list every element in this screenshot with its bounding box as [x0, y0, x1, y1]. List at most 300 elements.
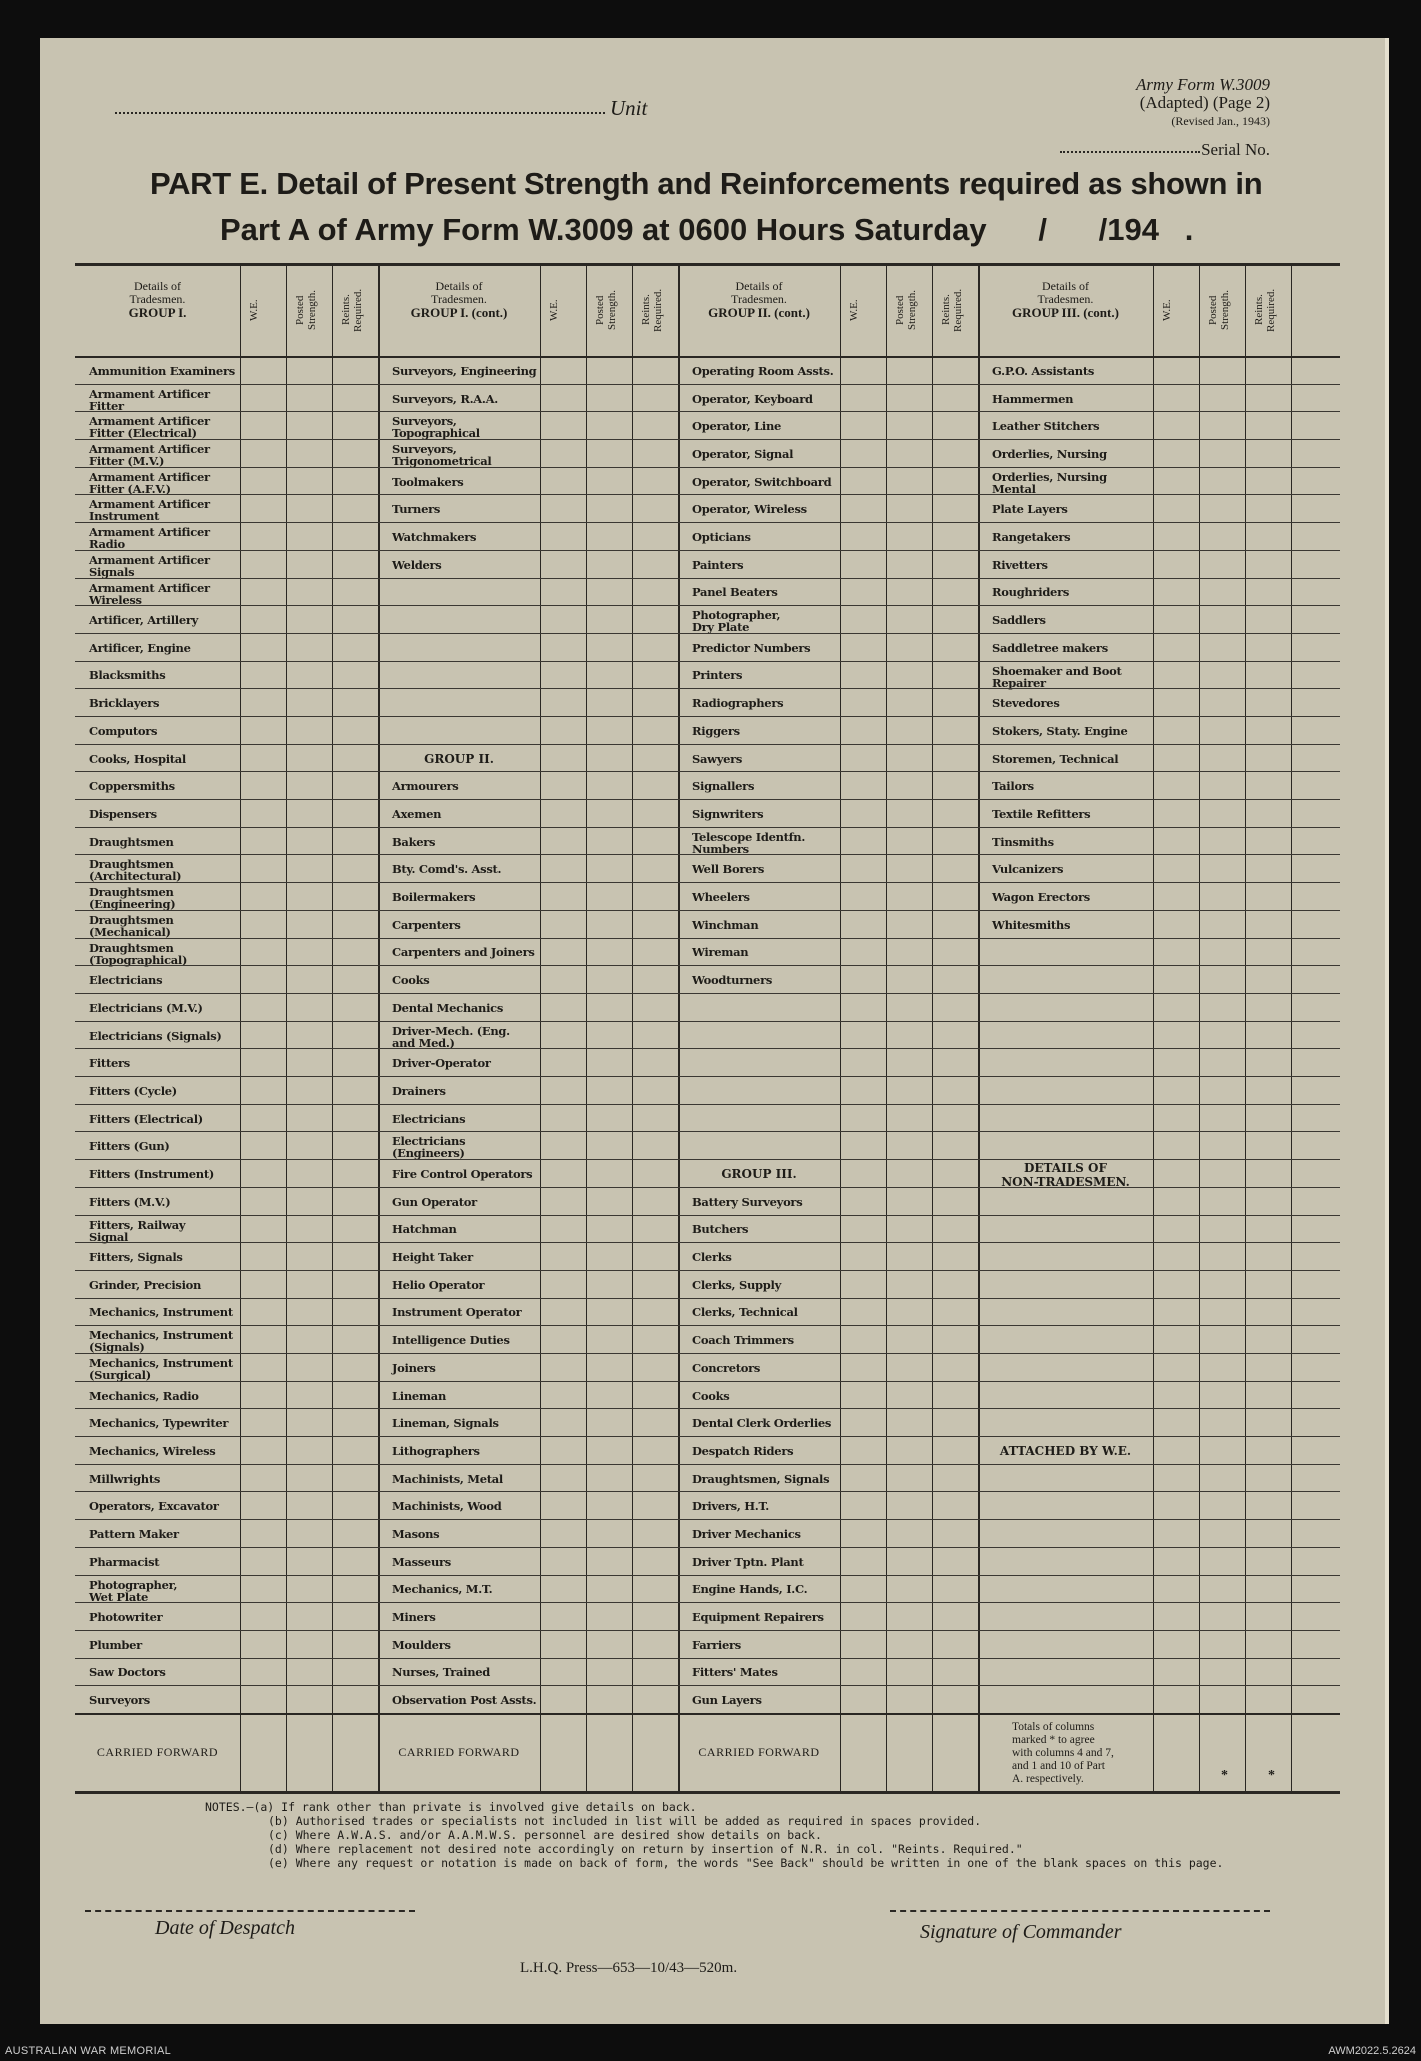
trade-label	[89, 1357, 238, 1381]
trade-label: Artificer, Artillery	[89, 613, 198, 628]
trade-label: Armourers	[392, 779, 459, 794]
trade-label: Intelligence Duties	[392, 1333, 510, 1348]
carried-forward-label: CARRIED FORWARD	[698, 1745, 820, 1759]
row-rule	[75, 1215, 1340, 1216]
trade-label: Gun Operator	[392, 1194, 477, 1209]
block-header	[378, 280, 540, 319]
trade-label: Bty. Comd's. Asst.	[392, 862, 502, 877]
trade-label: Stevedores	[992, 696, 1060, 711]
we-column-header: W.E.	[548, 299, 560, 321]
row-rule	[75, 1353, 1340, 1354]
notes	[205, 1800, 1223, 1870]
trade-label: Height Taker	[392, 1250, 473, 1265]
commander-signature-line[interactable]	[890, 1910, 1270, 1912]
trade-label: Draughtsmen	[89, 834, 174, 849]
carried-forward-label: CARRIED FORWARD	[398, 1745, 520, 1759]
unit-label: Unit	[610, 96, 648, 120]
trade-label: Millwrights	[89, 1471, 161, 1486]
trade-label: Cooks, Hospital	[89, 751, 186, 766]
trade-label-line: Driver-Mech. (Eng.	[392, 1023, 510, 1038]
row-rule	[75, 1713, 1340, 1715]
trade-label: Equipment Repairers	[692, 1610, 824, 1625]
trade-label	[89, 443, 238, 467]
trade-label: Operator, Line	[692, 419, 782, 434]
trade-label: Mechanics, Wireless	[89, 1443, 216, 1458]
trade-label-line: Armament Artificer	[89, 442, 210, 457]
strength-table	[75, 263, 1340, 1794]
trade-label-line: Draughtsmen	[89, 885, 174, 900]
trade-label-line: (Engineering)	[89, 897, 176, 912]
trade-label: Electricians (M.V.)	[89, 1000, 203, 1015]
trade-label: Computors	[89, 723, 158, 738]
totals-note-line: with columns 4 and 7,	[1012, 1747, 1114, 1759]
trade-label: Driver Mechanics	[692, 1526, 801, 1541]
trade-label: Photowriter	[89, 1610, 163, 1625]
trade-label: Storemen, Technical	[992, 751, 1119, 766]
row-rule	[75, 993, 1340, 994]
trade-label-line: Photographer,	[89, 1577, 178, 1592]
row-rule	[75, 965, 1340, 966]
trade-label: Operating Room Assts.	[692, 363, 834, 378]
posted-strength-column-header: Posted Strength.	[294, 289, 318, 331]
trade-label: Joiners	[392, 1360, 436, 1375]
trade-label: Woodturners	[692, 973, 773, 988]
row-rule	[75, 1436, 1340, 1437]
trade-label	[89, 942, 238, 966]
trade-label: Miners	[392, 1610, 436, 1625]
trade-label: Nurses, Trained	[392, 1665, 491, 1680]
press-imprint: L.H.Q. Press—653—10/43—520m.	[520, 1960, 738, 1976]
trade-label: Coppersmiths	[89, 779, 175, 794]
row-rule	[75, 605, 1340, 606]
group-ii-heading-line: GROUP II.	[424, 751, 494, 766]
trade-label-line: Electricians	[392, 1134, 466, 1149]
trade-label: Hatchman	[392, 1222, 457, 1237]
unit-field-line[interactable]	[115, 112, 605, 114]
trade-label: Riggers	[692, 723, 740, 738]
form-ref-revised: (Revised Jan., 1943)	[1171, 114, 1270, 128]
trade-label	[89, 858, 238, 882]
trade-label: Printers	[692, 668, 743, 683]
trade-label: Operators, Excavator	[89, 1499, 219, 1514]
posted-strength-column-header: Posted Strength.	[894, 289, 918, 331]
trade-label: Signallers	[692, 779, 755, 794]
row-rule	[75, 494, 1340, 495]
trade-label-line: Signal	[89, 1229, 129, 1244]
trade-label: Artificer, Engine	[89, 640, 191, 655]
trade-label: Gun Layers	[692, 1693, 762, 1708]
note-d: (d) Where replacement not desired note accordingly on return by insertion of N.R. in col. "Reints. Required."	[268, 1842, 1023, 1856]
trade-label-line: Orderlies, Nursing	[992, 469, 1107, 484]
trade-label-line: Photographer,	[692, 608, 781, 623]
block-header	[978, 280, 1153, 319]
trade-label: Leather Stitchers	[992, 419, 1100, 434]
trade-label: Whitesmiths	[992, 917, 1071, 932]
totals-note-line: marked * to agree	[1012, 1734, 1095, 1746]
row-rule	[75, 1021, 1340, 1022]
trade-label-line: (Surgical)	[89, 1367, 151, 1382]
trade-label: Mechanics, Radio	[89, 1388, 199, 1403]
non-tradesmen-heading	[978, 1161, 1153, 1189]
note-b: (b) Authorised trades or specialists not included in list will be added as required in spaces provided.	[268, 1814, 982, 1828]
trade-label: Fire Control Operators	[392, 1166, 533, 1181]
totals-note-line: and 1 and 10 of Part	[1012, 1760, 1105, 1772]
trade-label: Lithographers	[392, 1443, 480, 1458]
trade-label-line: Surveyors,	[392, 414, 457, 429]
row-rule	[75, 1104, 1340, 1105]
reints-required-column-header: Reints. Required.	[640, 288, 664, 332]
trade-label-line: Trigonometrical	[392, 454, 492, 469]
block-header-line1: Details of	[134, 279, 181, 293]
block-group-title: GROUP I.	[128, 305, 187, 320]
asterisk-marker: *	[1221, 1768, 1228, 1783]
trade-label: Tinsmiths	[992, 834, 1054, 849]
trade-label-line: Repairer	[992, 675, 1046, 690]
trade-label: Wireman	[692, 945, 749, 960]
trade-label: Driver-Operator	[392, 1056, 491, 1071]
trade-label-line: Telescope Identfn.	[692, 829, 806, 844]
date-despatch-label: Date of Despatch	[155, 1917, 295, 1939]
row-rule	[75, 799, 1340, 800]
archive-credit: AUSTRALIAN WAR MEMORIAL	[5, 2045, 172, 2057]
trade-label	[692, 831, 838, 855]
row-rule	[75, 1602, 1340, 1603]
trade-label: Well Borers	[692, 862, 765, 877]
row-rule	[75, 1270, 1340, 1271]
row-rule	[75, 1325, 1340, 1326]
block-group-title: GROUP I. (cont.)	[410, 305, 508, 320]
trade-label: Drainers	[392, 1083, 446, 1098]
trade-label: Mechanics, M.T.	[392, 1582, 493, 1597]
trade-label-line: Signals	[89, 564, 135, 579]
row-rule	[75, 771, 1340, 772]
trade-label: Bakers	[392, 834, 436, 849]
trade-label: Dental Clerk Orderlies	[692, 1416, 832, 1431]
row-rule	[75, 1685, 1340, 1686]
trade-label: Blacksmiths	[89, 668, 166, 683]
trade-label-line: Dry Plate	[692, 620, 750, 635]
trade-label: Wagon Erectors	[992, 890, 1090, 905]
trade-label: Wheelers	[692, 890, 750, 905]
trade-label-line: (Signals)	[89, 1340, 145, 1355]
trade-label: Hammermen	[992, 391, 1074, 406]
trade-label	[89, 1579, 238, 1603]
trade-label-line: Armament Artificer	[89, 497, 210, 512]
row-rule	[75, 522, 1340, 523]
trade-label-line: (Mechanical)	[89, 924, 171, 939]
trade-label-line: (Engineers)	[392, 1146, 465, 1161]
form-ref-adapted: (Adapted) (Page 2)	[1139, 93, 1270, 112]
note-a: NOTES.—(a) If rank other than private is involved give details on back.	[205, 1800, 697, 1814]
trade-label-line: Fitter	[89, 398, 124, 413]
row-rule	[75, 411, 1340, 412]
trade-label: Radiographers	[692, 696, 784, 711]
row-rule	[75, 1076, 1340, 1077]
trade-label: Fitters (Instrument)	[89, 1166, 214, 1181]
trade-label	[89, 526, 238, 550]
trade-label: Vulcanizers	[992, 862, 1064, 877]
trade-label: Operator, Wireless	[692, 502, 807, 517]
asterisk-marker: *	[1268, 1768, 1275, 1783]
trade-label: Machinists, Metal	[392, 1471, 503, 1486]
block-header	[75, 280, 240, 319]
trade-label: Watchmakers	[392, 530, 477, 544]
trade-label-line: Armament Artificer	[89, 552, 210, 567]
trade-label	[392, 1025, 538, 1049]
row-rule	[75, 1131, 1340, 1132]
trade-label: Driver Tptn. Plant	[692, 1554, 804, 1569]
non-tradesmen-heading-line: DETAILS OF	[1023, 1161, 1107, 1176]
trade-label: Rivetters	[992, 557, 1048, 572]
totals-note-line: A. respectively.	[1012, 1773, 1084, 1785]
row-rule	[75, 910, 1340, 911]
trade-label: Draughtsmen, Signals	[692, 1471, 830, 1486]
reints-required-column-header: Reints. Required.	[940, 288, 964, 332]
trade-label: Drivers, H.T.	[692, 1499, 769, 1514]
row-rule	[75, 633, 1340, 634]
trade-label: Painters	[692, 557, 744, 572]
trade-label: Lineman	[392, 1388, 447, 1403]
trade-label: Carpenters	[392, 917, 461, 932]
block-header-line2: Tradesmen.	[431, 292, 487, 306]
group-iii-heading	[678, 1167, 840, 1181]
trade-label-line: Mechanics, Instrument	[89, 1355, 233, 1370]
row-rule	[75, 1547, 1340, 1548]
trade-label	[89, 415, 238, 439]
trade-label-line: (Topographical)	[89, 952, 188, 967]
trade-label: Panel Beaters	[692, 585, 778, 600]
block-header	[678, 280, 840, 319]
trade-label: Operator, Switchboard	[692, 474, 832, 489]
row-rule	[75, 384, 1340, 385]
trade-label	[392, 443, 538, 467]
block-group-title: GROUP II. (cont.)	[708, 305, 810, 320]
trade-label: Clerks	[692, 1250, 732, 1265]
trade-label: Fitters (Cycle)	[89, 1083, 177, 1098]
trade-label: Electricians (Signals)	[89, 1028, 222, 1043]
date-despatch-line[interactable]	[85, 1910, 415, 1912]
trade-label: Rangetakers	[992, 530, 1071, 544]
trade-label-line: and Med.)	[392, 1035, 455, 1050]
form-reference	[1030, 76, 1270, 130]
trade-label: Fitters' Mates	[692, 1665, 778, 1680]
trade-label	[89, 582, 238, 606]
trade-label: Bricklayers	[89, 696, 160, 711]
trade-label-line: Mechanics, Instrument	[89, 1328, 233, 1343]
block-header-line1: Details of	[735, 279, 783, 293]
trade-label-line: Fitter (M.V.)	[89, 454, 165, 469]
row-rule	[75, 550, 1340, 551]
trade-label	[89, 886, 238, 910]
trade-label: Plate Layers	[992, 502, 1068, 517]
form-ref-number: Army Form W.3009	[1136, 75, 1270, 94]
trade-label: Dispensers	[89, 806, 157, 821]
block-header-line2: Tradesmen.	[731, 292, 787, 306]
trade-label	[89, 914, 238, 938]
trade-label-line: Armament Artificer	[89, 386, 210, 401]
trade-label	[992, 471, 1151, 495]
totals-note-line: Totals of columns	[1012, 1721, 1095, 1733]
trade-label: Cooks	[392, 973, 430, 988]
trade-label: Coach Trimmers	[692, 1333, 794, 1348]
row-rule	[75, 1464, 1340, 1465]
trade-label: Lineman, Signals	[392, 1416, 499, 1431]
trade-label: Dental Mechanics	[392, 1000, 504, 1015]
row-rule	[75, 827, 1340, 828]
trade-label: Fitters, Signals	[89, 1250, 183, 1265]
trade-label: Roughriders	[992, 585, 1070, 600]
trade-label: Welders	[392, 557, 442, 572]
block-header-line1: Details of	[1042, 279, 1089, 293]
row-rule	[75, 854, 1340, 855]
trade-label-line: Numbers	[692, 841, 749, 856]
trade-label	[89, 1329, 238, 1353]
trade-label	[692, 609, 838, 633]
row-rule	[75, 1575, 1340, 1576]
trade-label: Winchman	[692, 917, 759, 932]
group-ii-heading	[378, 752, 540, 766]
trade-label: Axemen	[392, 806, 442, 821]
note-e: (e) Where any request or notation is made on back of form, the words "See Back" should be written in one of the blank spaces on this page.	[268, 1856, 1224, 1870]
reints-required-column-header: Reints. Required.	[340, 288, 364, 332]
trade-label-line: Draughtsmen	[89, 857, 174, 872]
block-group-title: GROUP III. (cont.)	[1012, 305, 1119, 320]
trade-label: G.P.O. Assistants	[992, 363, 1095, 378]
row-rule	[75, 1519, 1340, 1520]
trade-label: Engine Hands, I.C.	[692, 1582, 808, 1597]
trade-label	[89, 1219, 238, 1243]
trade-label: Toolmakers	[392, 474, 464, 489]
page-title-line-1: PART E. Detail of Present Strength and Reinforcements required as shown in	[150, 166, 1263, 201]
trade-label: Pattern Maker	[89, 1526, 179, 1541]
row-rule	[75, 1408, 1340, 1409]
trade-label: Masseurs	[392, 1554, 451, 1569]
totals-note	[1012, 1721, 1114, 1786]
trade-label: Carpenters and Joiners	[392, 945, 535, 960]
trade-label: Pharmacist	[89, 1554, 160, 1569]
trade-label: Predictor Numbers	[692, 640, 811, 655]
posted-strength-column-header: Posted Strength.	[1207, 289, 1231, 331]
trade-label: Clerks, Supply	[692, 1277, 781, 1292]
reints-required-column-header: Reints. Required.	[1253, 288, 1277, 332]
trade-label: Plumber	[89, 1637, 142, 1652]
group-iii-heading-line: GROUP III.	[721, 1166, 797, 1181]
row-rule	[75, 1159, 1340, 1160]
attached-by-we-heading: ATTACHED BY W.E.	[999, 1443, 1132, 1458]
trade-label	[89, 388, 238, 412]
trade-label: Masons	[392, 1526, 440, 1541]
trade-label-line: Armament Artificer	[89, 469, 210, 484]
trade-label: Sawyers	[692, 751, 743, 766]
row-rule	[75, 661, 1340, 662]
trade-label: Operator, Signal	[692, 446, 794, 461]
trade-label-line: Draughtsmen	[89, 912, 174, 927]
trade-label: Fitters (Gun)	[89, 1139, 170, 1154]
trade-label: Machinists, Wood	[392, 1499, 502, 1514]
carried-forward-label: CARRIED FORWARD	[96, 1745, 219, 1759]
trade-label: Concretors	[692, 1360, 761, 1375]
trade-label: Stokers, Staty. Engine	[992, 723, 1128, 738]
row-rule	[75, 1491, 1340, 1492]
archive-reference: AWM2022.5.2624	[1328, 2045, 1416, 2057]
trade-label: Helio Operator	[392, 1277, 485, 1292]
trade-label-line: Instrument	[89, 509, 160, 524]
trade-label	[992, 665, 1151, 689]
we-column-header: W.E.	[848, 299, 860, 321]
trade-label-line: Topographical	[392, 426, 480, 441]
row-rule	[75, 578, 1340, 579]
note-c: (c) Where A.W.A.S. and/or A.A.M.W.S. personnel are desired show details on back.	[268, 1828, 822, 1842]
trade-label: Textile Refitters	[992, 806, 1091, 821]
trade-label-line: Armament Artificer	[89, 580, 210, 595]
trade-label	[89, 471, 238, 495]
row-rule	[75, 882, 1340, 883]
row-rule	[75, 938, 1340, 939]
trade-label-line: Wireless	[89, 592, 142, 607]
trade-label: Moulders	[392, 1637, 451, 1652]
we-column-header: W.E.	[1161, 299, 1173, 321]
we-column-header: W.E.	[248, 299, 260, 321]
trade-label: Electricians	[392, 1111, 466, 1126]
trade-label-line: Shoemaker and Boot	[992, 663, 1122, 678]
row-rule	[75, 1381, 1340, 1382]
trade-label-line: Armament Artificer	[89, 525, 210, 540]
row-rule	[75, 716, 1340, 717]
trade-label: Turners	[392, 502, 441, 517]
trade-label: Saddlers	[992, 613, 1046, 628]
trade-label: Saw Doctors	[89, 1665, 166, 1680]
trade-label: Fitters (M.V.)	[89, 1194, 171, 1209]
trade-label: Despatch Riders	[692, 1443, 794, 1458]
trade-label: Orderlies, Nursing	[992, 446, 1107, 461]
header-rule	[75, 356, 1340, 358]
trade-label	[89, 498, 238, 522]
trade-label: Tailors	[992, 779, 1034, 794]
trade-label: Fitters (Electrical)	[89, 1111, 203, 1126]
row-rule	[75, 688, 1340, 689]
block-header-line1: Details of	[435, 279, 483, 293]
trade-label-line: Fitter (Electrical)	[89, 426, 197, 441]
trade-label: Butchers	[692, 1222, 749, 1237]
trade-label: Operator, Keyboard	[692, 391, 813, 406]
trade-label: Boilermakers	[392, 890, 476, 905]
trade-label: Surveyors, R.A.A.	[392, 391, 498, 406]
block-header-line2: Tradesmen.	[129, 292, 186, 306]
trade-label	[392, 415, 538, 439]
trade-label-line: Surveyors,	[392, 442, 457, 457]
trade-label: Farriers	[692, 1637, 741, 1652]
trade-label: Ammunition Examiners	[89, 363, 235, 378]
trade-label	[392, 1135, 538, 1159]
trade-label: Mechanics, Instrument	[89, 1305, 233, 1320]
trade-label	[89, 554, 238, 578]
trade-label: Surveyors, Engineering	[392, 363, 537, 378]
trade-label: Clerks, Technical	[692, 1305, 798, 1320]
trade-label-line: Wet Plate	[89, 1589, 149, 1604]
row-rule	[75, 1242, 1340, 1243]
page-title-line-2: Part A of Army Form W.3009 at 0600 Hours Saturday / /194 .	[220, 212, 1194, 247]
trade-label-line: Fitter (A.F.V.)	[89, 481, 171, 496]
row-rule	[75, 439, 1340, 440]
trade-label-line: Armament Artificer	[89, 414, 210, 429]
trade-label: Mechanics, Typewriter	[89, 1416, 229, 1431]
trade-label: Instrument Operator	[392, 1305, 522, 1320]
trade-label: Electricians	[89, 973, 163, 988]
trade-label: Opticians	[692, 530, 751, 544]
row-rule	[75, 1298, 1340, 1299]
trade-label-line: Radio	[89, 537, 125, 552]
row-rule	[75, 1048, 1340, 1049]
